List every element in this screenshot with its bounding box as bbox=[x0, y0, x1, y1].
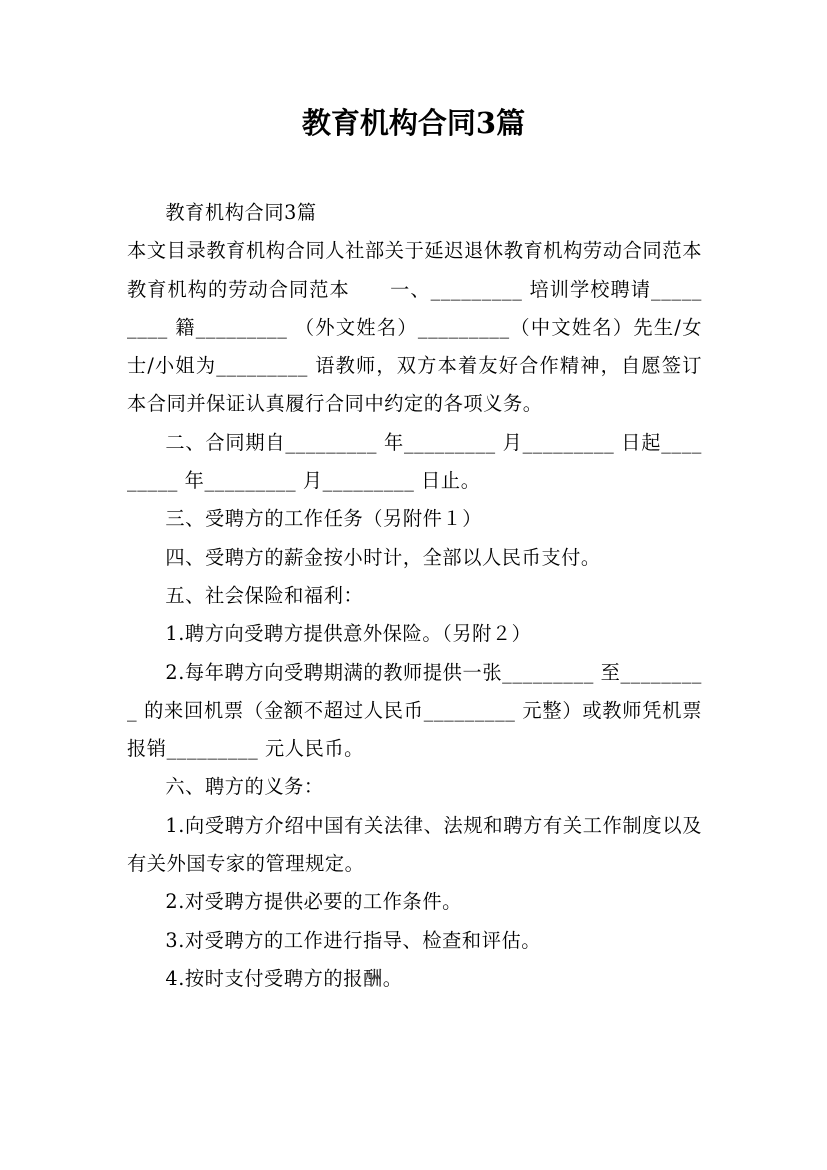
paragraph-subtitle: 教育机构合同3篇 bbox=[165, 201, 317, 224]
paragraph-duty-item-1: 1.向受聘方介绍中国有关法律、法规和聘方有关工作制度以及有关外国专家的管理规定。 bbox=[127, 813, 702, 876]
document-body bbox=[127, 194, 702, 998]
paragraph-intro: 本文目录教育机构合同人社部关于延迟退休教育机构劳动合同范本教育机构的劳动合同范本 一、_________ 培训学校聘请_________ 籍_________ （外文姓名）_________（中文姓名）先生/女士/小姐为_________ 语教师，双方本着友好合作精神，自愿签订本合同并保证认真履行合同中约定的各项义务。 bbox=[127, 239, 702, 416]
paragraph-work-tasks: 三、受聘方的工作任务（另附件１） bbox=[165, 507, 482, 531]
paragraph-duty-item-2: 2.对受聘方提供必要的工作条件。 bbox=[165, 890, 462, 914]
paragraph-salary: 四、受聘方的薪金按小时计，全部以人民币支付。 bbox=[165, 545, 601, 569]
paragraph-duty-item-4: 4.按时支付受聘方的报酬。 bbox=[165, 966, 403, 990]
document-title: 教育机构合同3篇 bbox=[301, 106, 526, 140]
paragraph-insurance-item-2: 2.每年聘方向受聘期满的教师提供一张_________ 至_________ 的来回机票（金额不超过人民币_________ 元整）或教师凭机票报销_________ 元人民币。 bbox=[127, 660, 702, 761]
paragraph-insurance-heading: 五、社会保险和福利： bbox=[165, 583, 364, 607]
paragraph-duty-item-3: 3.对受聘方的工作进行指导、检查和评估。 bbox=[165, 928, 542, 952]
paragraph-duties-heading: 六、聘方的义务： bbox=[165, 775, 324, 799]
paragraph-contract-period: 二、合同期自_________ 年_________ 月_________ 日起_________ 年_________ 月_________ 日止。 bbox=[127, 430, 702, 493]
paragraph-insurance-item-1: 1.聘方向受聘方提供意外保险。（另附２） bbox=[165, 622, 532, 646]
